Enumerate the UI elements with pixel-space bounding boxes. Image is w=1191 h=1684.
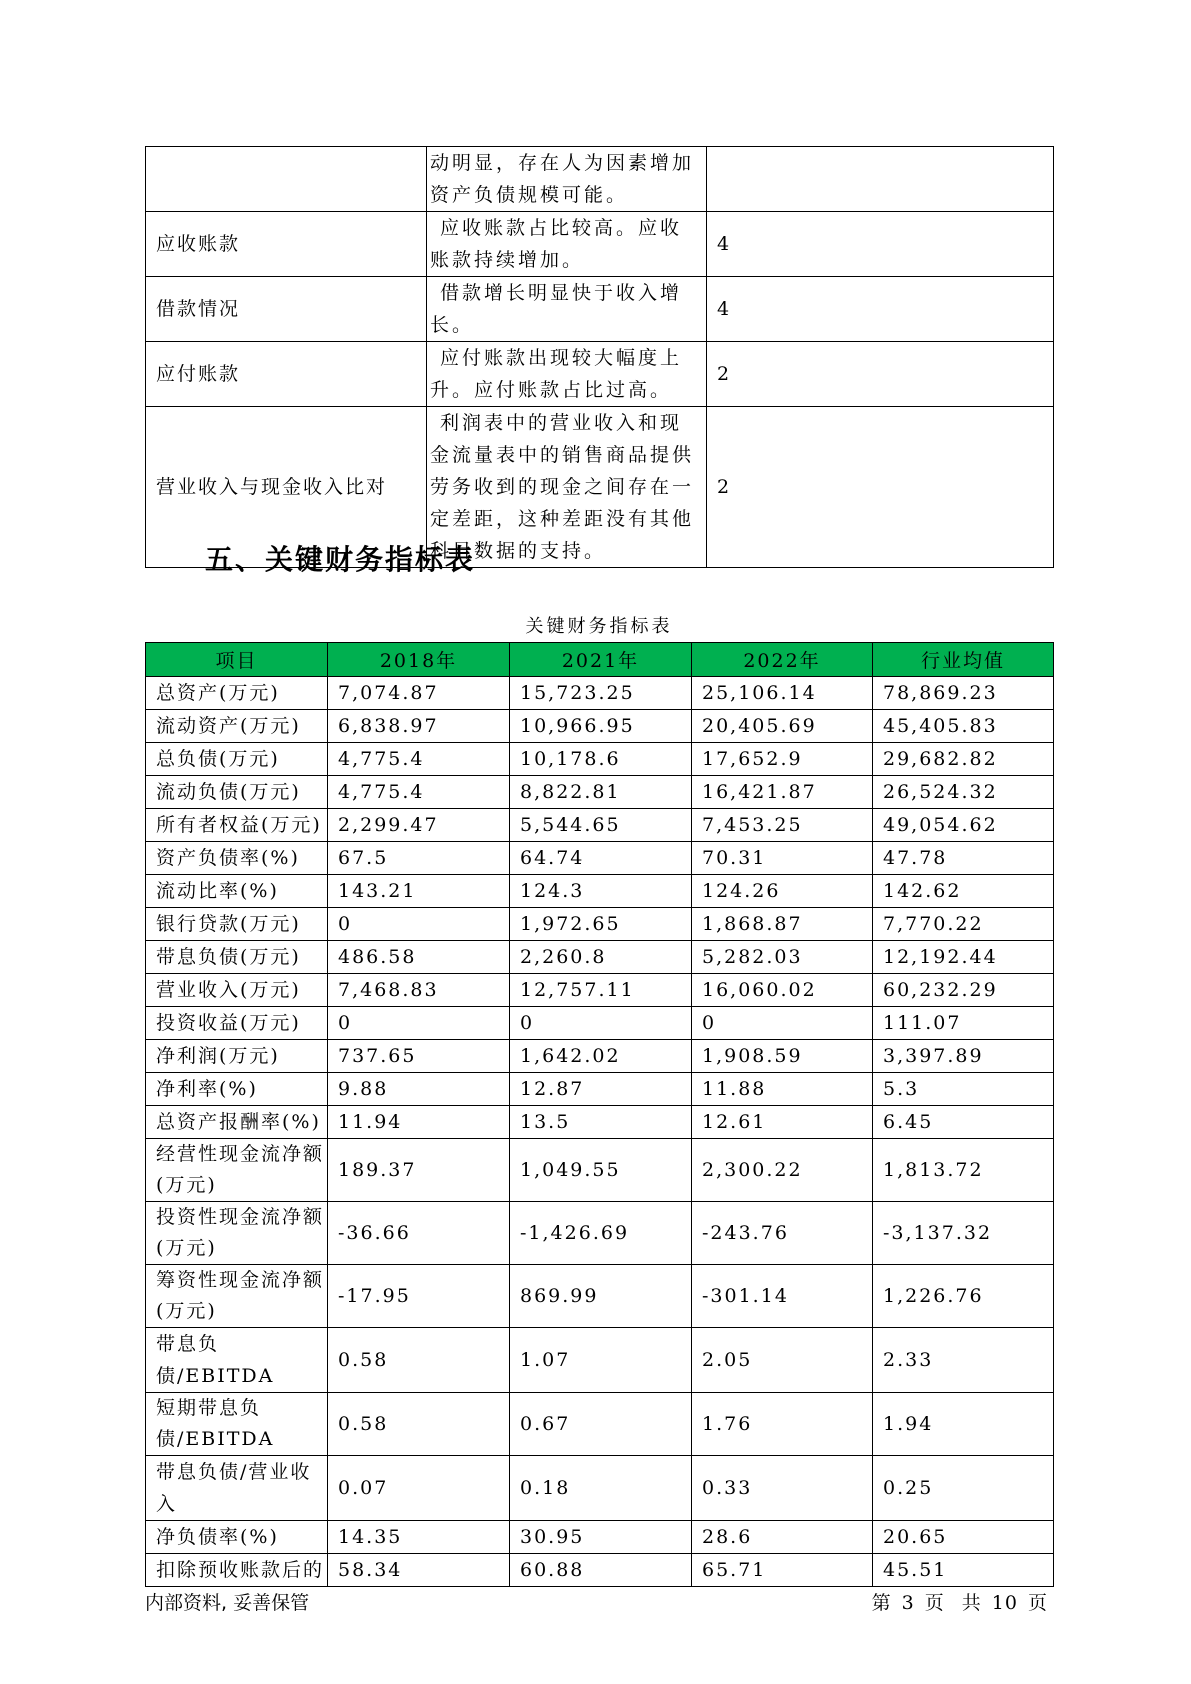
table-row (146, 1521, 1054, 1554)
risk-item: 应付账款 (146, 342, 427, 407)
value-2021: 1,049.55 (510, 1139, 692, 1202)
value-2022: 28.6 (692, 1521, 873, 1554)
value-2018: 6,838.97 (328, 710, 510, 743)
table-row (146, 776, 1054, 809)
value-2021: 12,757.11 (510, 974, 692, 1007)
value-2018: 0.58 (328, 1393, 510, 1456)
indicator-name: 总负债(万元) (146, 743, 328, 776)
value-industry-average: 29,682.82 (873, 743, 1054, 776)
table-row (146, 277, 1054, 342)
column-header-industry-average: 行业均值 (873, 643, 1054, 677)
value-industry-average: 2.33 (873, 1328, 1054, 1393)
value-2018: 737.65 (328, 1040, 510, 1073)
total-unit: 页 (1027, 1592, 1048, 1614)
indicator-name: 净利润(万元) (146, 1040, 328, 1073)
table-row (146, 875, 1054, 908)
value-2022: 2.05 (692, 1328, 873, 1393)
risk-description: 借款增长明显快于收入增长。 (427, 277, 707, 342)
value-2022: 17,652.9 (692, 743, 873, 776)
indicator-name: 所有者权益(万元) (146, 809, 328, 842)
value-2022: 5,282.03 (692, 941, 873, 974)
value-industry-average: 5.3 (873, 1073, 1054, 1106)
value-2022: 7,453.25 (692, 809, 873, 842)
value-industry-average: 12,192.44 (873, 941, 1054, 974)
value-2022: 0 (692, 1007, 873, 1040)
table-caption: 关键财务指标表 (525, 616, 673, 637)
table-row (146, 710, 1054, 743)
indicator-name: 总资产报酬率(%) (146, 1106, 328, 1139)
value-2022: 12.61 (692, 1106, 873, 1139)
table-row (146, 809, 1054, 842)
table-row (146, 1554, 1054, 1587)
indicator-name: 资产负债率(%) (146, 842, 328, 875)
indicator-name: 扣除预收账款后的 (146, 1554, 328, 1587)
page-number: 3 (901, 1592, 915, 1614)
risk-score: 2 (707, 342, 1054, 407)
table-row (146, 842, 1054, 875)
value-industry-average: 111.07 (873, 1007, 1054, 1040)
value-2022: 1,868.87 (692, 908, 873, 941)
value-2018: -17.95 (328, 1265, 510, 1328)
value-2021: 60.88 (510, 1554, 692, 1587)
value-industry-average: 1,226.76 (873, 1265, 1054, 1328)
risk-description: 利润表中的营业收入和现金流量表中的销售商品提供劳务收到的现金之间存在一定差距，这种差距没有其他科目数据的支持。 (427, 407, 707, 568)
value-2021: 1,972.65 (510, 908, 692, 941)
table-row (146, 941, 1054, 974)
table-row (146, 1139, 1054, 1202)
risk-score: 2 (707, 407, 1054, 568)
value-2022: 16,421.87 (692, 776, 873, 809)
value-2018: -36.66 (328, 1202, 510, 1265)
value-2018: 486.58 (328, 941, 510, 974)
value-industry-average: 45,405.83 (873, 710, 1054, 743)
table-row (146, 147, 1054, 212)
table-row (146, 677, 1054, 710)
value-2021: 10,178.6 (510, 743, 692, 776)
risk-description: 动明显，存在人为因素增加资产负债规模可能。 (427, 147, 707, 212)
value-2021: 124.3 (510, 875, 692, 908)
indicator-name: 经营性现金流净额(万元) (146, 1139, 328, 1202)
indicator-name: 筹资性现金流净额(万元) (146, 1265, 328, 1328)
indicator-name: 净利率(%) (146, 1073, 328, 1106)
risk-score: 4 (707, 277, 1054, 342)
value-industry-average: 45.51 (873, 1554, 1054, 1587)
section-heading: 五、关键财务指标表 (205, 543, 476, 576)
value-2021: 869.99 (510, 1265, 692, 1328)
value-2022: 2,300.22 (692, 1139, 873, 1202)
indicator-name: 带息负债(万元) (146, 941, 328, 974)
value-2018: 14.35 (328, 1521, 510, 1554)
value-industry-average: 78,869.23 (873, 677, 1054, 710)
risk-description: 应收账款占比较高。应收账款持续增加。 (427, 212, 707, 277)
value-2021: 15,723.25 (510, 677, 692, 710)
risk-assessment-table (145, 146, 1054, 568)
value-industry-average: 1.94 (873, 1393, 1054, 1456)
total-prefix: 共 (961, 1592, 982, 1614)
table-row (146, 1007, 1054, 1040)
column-header-item: 项目 (146, 643, 328, 677)
value-2022: 70.31 (692, 842, 873, 875)
value-2018: 2,299.47 (328, 809, 510, 842)
value-2021: 10,966.95 (510, 710, 692, 743)
value-2021: 0.67 (510, 1393, 692, 1456)
value-2022: 1.76 (692, 1393, 873, 1456)
value-industry-average: 26,524.32 (873, 776, 1054, 809)
value-industry-average: 20.65 (873, 1521, 1054, 1554)
value-2018: 189.37 (328, 1139, 510, 1202)
value-2018: 4,775.4 (328, 743, 510, 776)
table-row (146, 1456, 1054, 1521)
risk-item: 借款情况 (146, 277, 427, 342)
value-2021: 1.07 (510, 1328, 692, 1393)
column-header-2022: 2022年 (692, 643, 873, 677)
value-industry-average: 60,232.29 (873, 974, 1054, 1007)
indicator-name: 流动比率(%) (146, 875, 328, 908)
value-2022: 65.71 (692, 1554, 873, 1587)
value-2018: 58.34 (328, 1554, 510, 1587)
table-row (146, 908, 1054, 941)
indicator-name: 净负债率(%) (146, 1521, 328, 1554)
value-industry-average: 49,054.62 (873, 809, 1054, 842)
footer-confidential-note: 内部资料, 妥善保管 (145, 1592, 310, 1614)
value-2018: 0.07 (328, 1456, 510, 1521)
footer-page-number (867, 1588, 1053, 1615)
value-2018: 143.21 (328, 875, 510, 908)
column-header-2021: 2021年 (510, 643, 692, 677)
value-2021: -1,426.69 (510, 1202, 692, 1265)
value-industry-average: 3,397.89 (873, 1040, 1054, 1073)
value-2018: 0 (328, 1007, 510, 1040)
risk-score: 4 (707, 212, 1054, 277)
value-industry-average: 47.78 (873, 842, 1054, 875)
value-industry-average: 0.25 (873, 1456, 1054, 1521)
indicator-name: 银行贷款(万元) (146, 908, 328, 941)
table-row (146, 974, 1054, 1007)
indicator-name: 投资收益(万元) (146, 1007, 328, 1040)
indicator-name: 流动资产(万元) (146, 710, 328, 743)
risk-item: 应收账款 (146, 212, 427, 277)
page-unit: 页 (924, 1592, 945, 1614)
value-2022: 0.33 (692, 1456, 873, 1521)
value-2022: 25,106.14 (692, 677, 873, 710)
table-row (146, 212, 1054, 277)
value-2018: 7,074.87 (328, 677, 510, 710)
indicator-name: 流动负债(万元) (146, 776, 328, 809)
value-2018: 11.94 (328, 1106, 510, 1139)
table-row (146, 1393, 1054, 1456)
value-2022: 11.88 (692, 1073, 873, 1106)
risk-item: 营业收入与现金收入比对 (146, 407, 427, 568)
risk-description: 应付账款出现较大幅度上升。应付账款占比过高。 (427, 342, 707, 407)
value-industry-average: 1,813.72 (873, 1139, 1054, 1202)
indicator-name: 带息负债/营业收入 (146, 1456, 328, 1521)
value-2021: 1,642.02 (510, 1040, 692, 1073)
value-2021: 2,260.8 (510, 941, 692, 974)
value-2022: -301.14 (692, 1265, 873, 1328)
table-row (146, 1202, 1054, 1265)
value-2022: 16,060.02 (692, 974, 873, 1007)
value-industry-average: 142.62 (873, 875, 1054, 908)
column-header-2018: 2018年 (328, 643, 510, 677)
table-row (146, 342, 1054, 407)
value-2021: 0.18 (510, 1456, 692, 1521)
value-2018: 4,775.4 (328, 776, 510, 809)
total-pages: 10 (991, 1592, 1018, 1614)
table-row (146, 1106, 1054, 1139)
value-2022: 124.26 (692, 875, 873, 908)
value-industry-average: -3,137.32 (873, 1202, 1054, 1265)
value-2022: -243.76 (692, 1202, 873, 1265)
value-industry-average: 6.45 (873, 1106, 1054, 1139)
value-2021: 8,822.81 (510, 776, 692, 809)
value-2021: 5,544.65 (510, 809, 692, 842)
key-financial-indicators-table (145, 642, 1054, 1587)
indicator-name: 短期带息负债/EBITDA (146, 1393, 328, 1456)
value-2021: 30.95 (510, 1521, 692, 1554)
indicator-name: 营业收入(万元) (146, 974, 328, 1007)
value-2021: 0 (510, 1007, 692, 1040)
page-prefix: 第 (871, 1592, 892, 1614)
value-2018: 9.88 (328, 1073, 510, 1106)
value-2021: 12.87 (510, 1073, 692, 1106)
table-row (146, 1265, 1054, 1328)
indicator-name: 带息负债/EBITDA (146, 1328, 328, 1393)
value-2021: 64.74 (510, 842, 692, 875)
value-2018: 67.5 (328, 842, 510, 875)
table-row (146, 1328, 1054, 1393)
value-2021: 13.5 (510, 1106, 692, 1139)
indicator-name: 投资性现金流净额(万元) (146, 1202, 328, 1265)
table-row (146, 1040, 1054, 1073)
indicator-name: 总资产(万元) (146, 677, 328, 710)
value-2018: 0.58 (328, 1328, 510, 1393)
risk-item (146, 147, 427, 212)
value-2018: 7,468.83 (328, 974, 510, 1007)
value-2018: 0 (328, 908, 510, 941)
risk-score (707, 147, 1054, 212)
value-2022: 20,405.69 (692, 710, 873, 743)
table-row (146, 743, 1054, 776)
table-header-row (146, 643, 1054, 677)
value-2022: 1,908.59 (692, 1040, 873, 1073)
value-industry-average: 7,770.22 (873, 908, 1054, 941)
table-row (146, 1073, 1054, 1106)
